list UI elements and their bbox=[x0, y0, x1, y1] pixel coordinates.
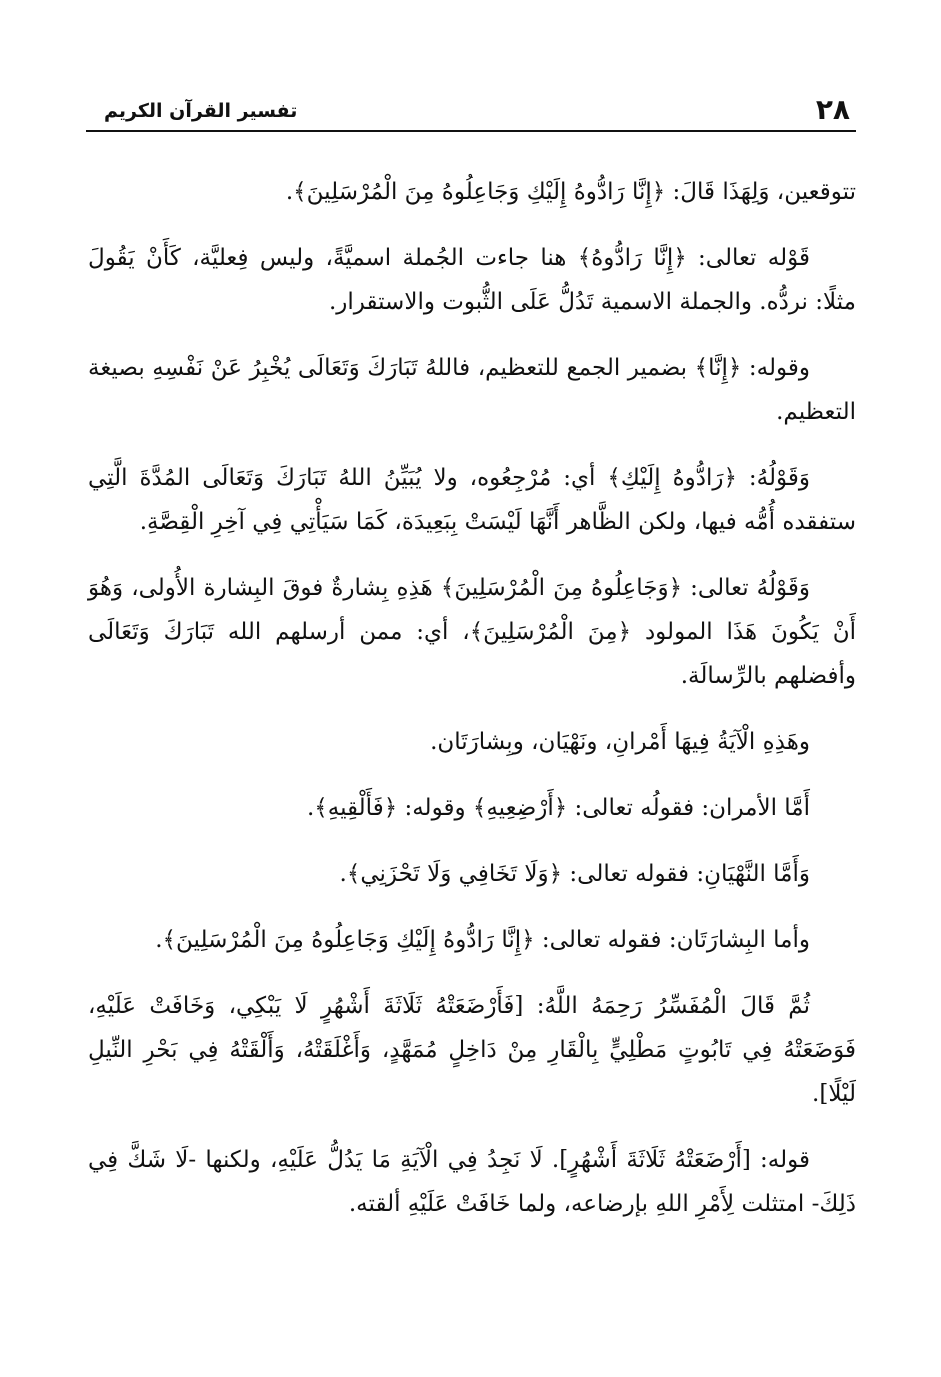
paragraph: وهَذِهِ الْآيَةُ فِيهَا أَمْرانِ، ونَهْيَان، وبِشارَتَان. bbox=[430, 729, 810, 755]
paragraph: ثُمَّ قَالَ الْمُفَسِّرُ رَحِمَهُ اللَّهُ: [فَأَرْضَعَتْهُ ثَلَاثَةَ أَشْهُرٍ لَا يَبْكِي، وَخَافَتْ عَلَيْهِ، فَوَضَعَتْهُ فِي تَابُوتٍ مَطْلِيٍّ بِالْقَارِ مِنْ دَاخِلٍ مُمَهَّدٍ، وَأَغْلَقَتْهُ، وَأَلْقَتْهُ فِي بَحْرِ النِّيلِ لَيْلًا]. bbox=[88, 993, 856, 1107]
paragraph: أَمَّا الأمران: فقولُه تعالى: ﴿أَرْضِعِيهِ﴾ وقوله: ﴿فَأَلْقِيهِ﴾. bbox=[306, 795, 810, 821]
paragraph: وَقَوْلُهُ: ﴿رَادُّوهُ إِلَيْكِ﴾ أي: مُرْجِعُوه، ولا يُبَيِّنُ اللهُ تَبَارَكَ وَتَعَالَى المُدَّةَ الَّتِي ستفقده أُمُّه فيها، ولكن الظَّاهر أَنَّهَا لَيْسَتْ بِبَعِيدَة، كَمَا سَيَأْتِي فِي آخِرِ الْقِصَّةِ. bbox=[88, 465, 856, 535]
header-rule bbox=[86, 130, 856, 132]
paragraph: وأما البِشارَتَان: فقوله تعالى: ﴿إِنَّا رَادُّوهُ إِلَيْكِ وَجَاعِلُوهُ مِنَ الْمُرْسَلِينَ﴾. bbox=[155, 927, 810, 953]
paragraph: وَقَوْلُهُ تعالى: ﴿وَجَاعِلُوهُ مِنَ الْمُرْسَلِينَ﴾ هَذِهِ بِشارةٌ فوقَ البِشارة الأُولى، وَهُوَ أَنْ يَكُونَ هَذَا المولود ﴿مِنَ الْمُرْسَلِينَ﴾، أي: ممن أرسلهم الله تَبَارَكَ وَتَعَالَى وأفضلهم بالرِّسالَة. bbox=[88, 575, 856, 689]
paragraph: وَأَمَّا النَّهْيَانِ: فقوله تعالى: ﴿وَلَا تَخَافِي وَلَا تَحْزَنِي﴾. bbox=[339, 861, 810, 887]
paragraph: تتوقعين، وَلِهَذَا قَالَ: ﴿إِنَّا رَادُّوهُ إِلَيْكِ وَجَاعِلُوهُ مِنَ الْمُرْسَلِينَ﴾. bbox=[285, 179, 856, 205]
page-body bbox=[88, 170, 856, 1248]
paragraph: قوله: [أَرْضَعَتْهُ ثَلَاثَةَ أَشْهُرٍ]. لَا نَجِدُ فِي الْآيَةِ مَا يَدُلُّ عَلَيْهِ، ولكنها -لَا شَكَّ فِي ذَلِكَ- امتثلت لِأَمْرِ اللهِ بإرضاعه، ولما خَافَتْ عَلَيْهِ ألقته. bbox=[88, 1147, 856, 1217]
running-title: تفسير القرآن الكريم bbox=[104, 100, 298, 122]
page-header bbox=[86, 92, 856, 136]
paragraph: قَوْله تعالى: ﴿إِنَّا رَادُّوهُ﴾ هنا جاءت الجُملة اسميَّةً، وليس فِعليَّة، كَأَنْ يَقُولَ مثلًا: نردُّه. والجملة الاسمية تَدُلُّ عَلَى الثُّبوت والاستقرار. bbox=[88, 245, 856, 315]
page-number: ٢٨ bbox=[815, 93, 850, 126]
paragraph: وقوله: ﴿إِنَّا﴾ بضمير الجمع للتعظيم، فاللهُ تَبَارَكَ وَتَعَالَى يُخْبِرُ عَنْ نَفْسِهِ بصيغة التعظيم. bbox=[88, 355, 856, 425]
